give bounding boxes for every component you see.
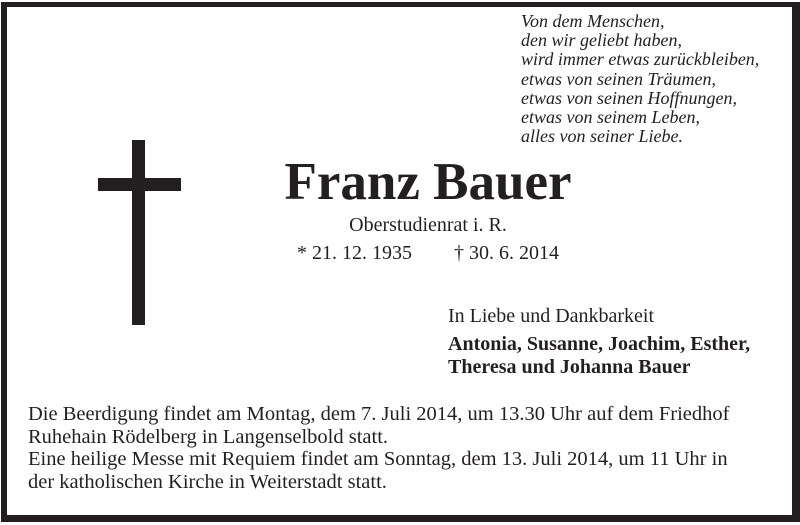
- cross-vertical-bar: [132, 140, 145, 325]
- funeral-line: Ruhehain Rödelberg in Langenselbold statt.: [28, 425, 389, 448]
- deceased-title: Oberstudienrat i. R.: [349, 214, 507, 236]
- poem-line: Von dem Menschen,: [521, 11, 665, 31]
- funeral-line: Die Beerdigung findet am Montag, dem 7. Juli 2014, um 13.30 Uhr auf dem Friedhof: [28, 403, 730, 425]
- condolence-text: In Liebe und Dankbarkeit: [448, 305, 655, 327]
- poem-line: etwas von seinen Hoffnungen,: [521, 87, 737, 108]
- poem-line: den wir geliebt haben,: [521, 30, 682, 51]
- death-date: † 30. 6. 2014: [454, 242, 559, 264]
- life-dates: [240, 242, 616, 264]
- family-names: [448, 333, 750, 379]
- poem-line: wird immer etwas zurückbleiben,: [521, 49, 760, 70]
- poem-line: etwas von seinem Leben,: [521, 107, 700, 128]
- deceased-block: [240, 153, 616, 264]
- poem-line: alles von seiner Liebe.: [521, 126, 683, 147]
- funeral-line: der katholischen Kirche in Weiterstadt statt.: [28, 470, 387, 493]
- birth-date: * 21. 12. 1935: [297, 242, 412, 264]
- funeral-line: Eine heilige Messe mit Requiem findet am Sonntag, dem 13. Juli 2014, um 11 Uhr in: [28, 448, 728, 471]
- family-line: Antonia, Susanne, Joachim, Esther,: [448, 333, 751, 355]
- mourning-block: [448, 305, 750, 379]
- deceased-name: Franz Bauer: [284, 153, 572, 211]
- poem-text: [521, 12, 759, 146]
- family-line: Theresa und Johanna Bauer: [448, 356, 691, 378]
- funeral-info: [28, 403, 729, 493]
- cross-horizontal-bar: [98, 178, 181, 191]
- poem-line: etwas von seinen Träumen,: [521, 68, 716, 89]
